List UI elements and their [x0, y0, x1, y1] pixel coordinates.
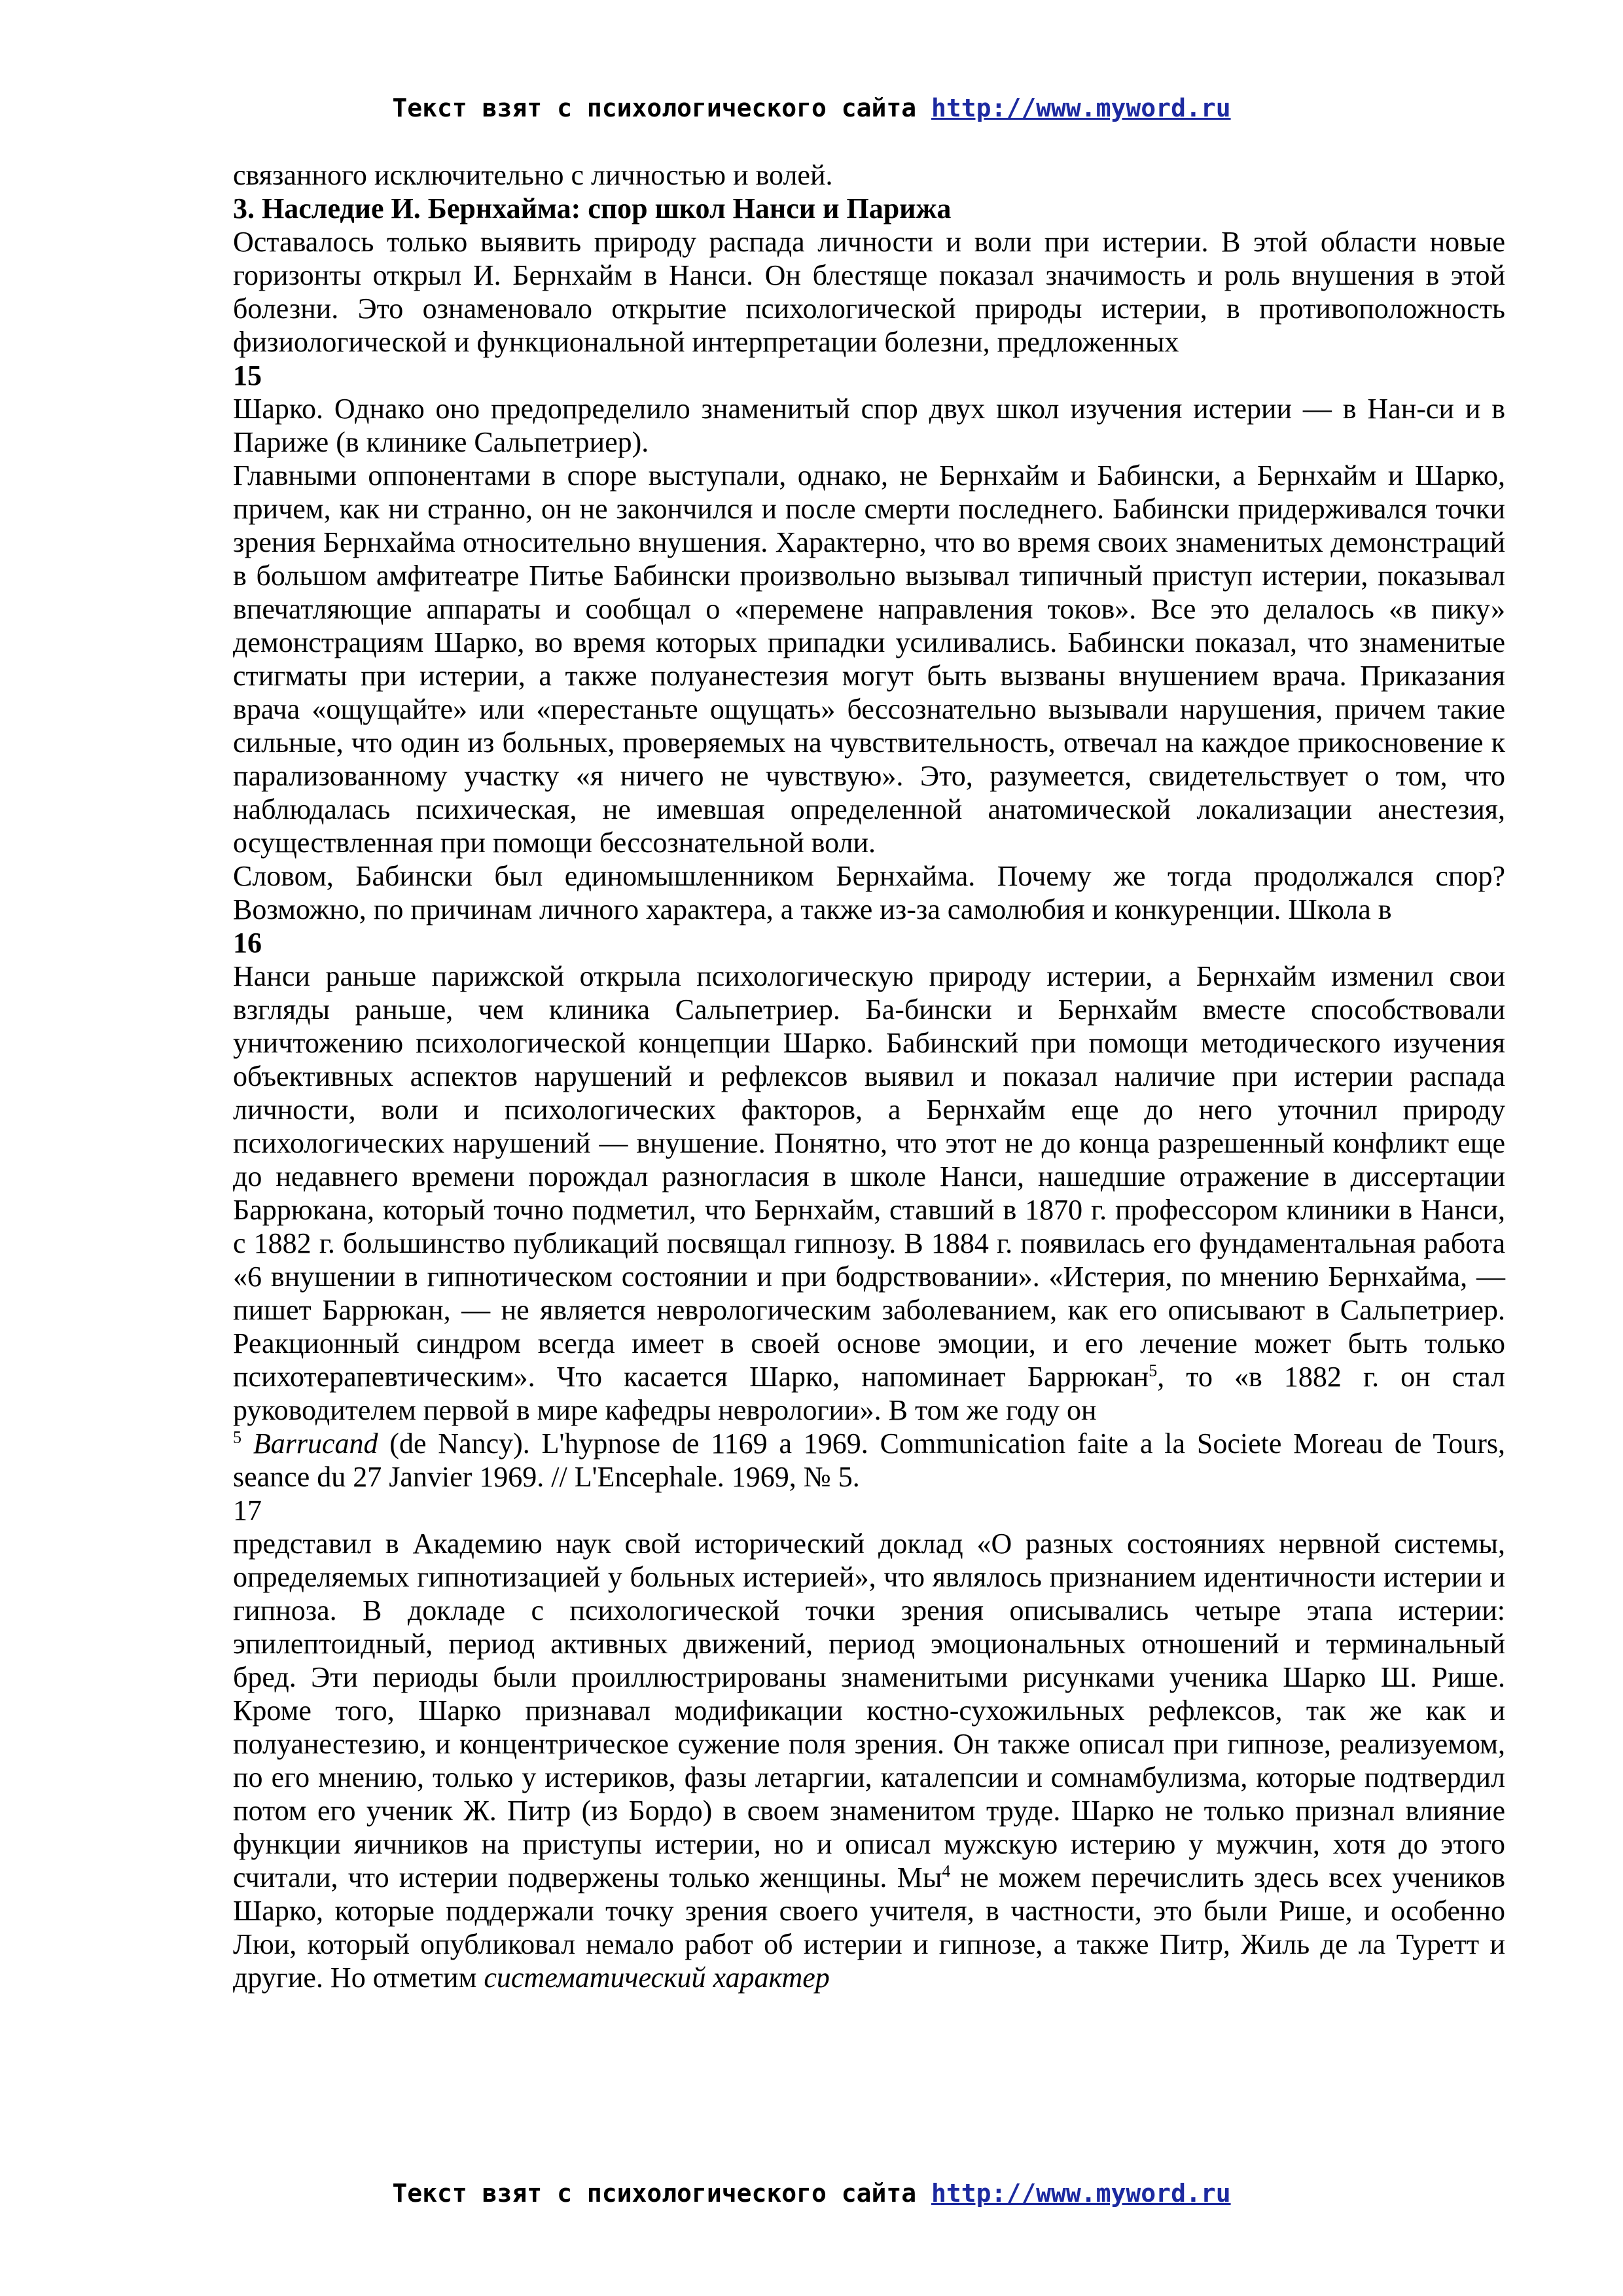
paragraph-4: Словом, Бабински был единомышленником Бернхайма. Почему же тогда продолжался спор? Возможно, по причинам личного характера, а также из-за самолюбия и конкуренции. Школа в — [233, 860, 1505, 925]
page-number-17: 17 — [233, 1494, 262, 1526]
footnote-author: Barrucand — [253, 1427, 378, 1460]
footnote-5 — [233, 1427, 1505, 1494]
paragraph-2: Шарко. Однако оно предопределило знаменитый спор двух школ изучения истерии — в Нан-си и в Париже (в клинике Сальпетриер). — [233, 393, 1505, 458]
footnote-ref-4: 4 — [942, 1861, 951, 1881]
footnote-ref-5: 5 — [1149, 1361, 1158, 1380]
footer-site-link[interactable]: http://www.myword.ru — [931, 2179, 1231, 2208]
paragraph-5 — [233, 960, 1505, 1427]
page-number-15: 15 — [233, 359, 262, 391]
paragraph-6-part-b: не можем перечислить здесь всех учеников Шарко, которые поддержали точку зрения своего учителя, в частности, это были Рише, и особенно Люи, который опубликовал немало работ об истерии и гипнозе, а также Питр, Жиль де ла Туретт и другие. Но отметим — [233, 1861, 1505, 1994]
paragraph-5-part-b: , то «в 1882 г. он стал руководителем первой в мире кафедры неврологии». В том же году он — [233, 1361, 1505, 1426]
footnote-text: (de Nancy). L'hypnose de 1169 a 1969. Communication faite a la Societe Moreau de Tours, seance du 27 Janvier 1969. // L'Encephale. 1969, № 5. — [233, 1427, 1505, 1493]
intro-line: связанного исключительно с личностью и волей. — [233, 159, 833, 191]
paragraph-1: Оставалось только выявить природу распада личности и воли при истерии. В этой области новые горизонты открыл И. Бернхайм в Нанси. Он блестяще показал значимость и роль внушения в этой болезни. Это ознаменовало открытие психологической природы истерии, в противоположность физиологической и функциональной интерпретации болезни, предложенных — [233, 226, 1505, 358]
header-text: Текст взят с психологического сайта — [392, 94, 932, 122]
header-site-link[interactable]: http://www.myword.ru — [931, 94, 1231, 122]
footnote-number: 5 — [233, 1427, 241, 1447]
page-number-16: 16 — [233, 927, 262, 959]
page-footer — [0, 2177, 1623, 2210]
section-heading: 3. Наследие И. Бернхайма: спор школ Нанси и Парижа — [233, 192, 952, 224]
paragraph-6-part-a: представил в Академию наук свой исторический доклад «О разных состояниях нервной системы, определяемых гипнотизацией у больных истерией», что являлось признанием идентичности истерии и гипноза. В докладе с психологической точки зрения описывались четыре этапа истерии: эпилептоидный, период активных движений, период эмоциональных отношений и терминальный бред. Эти периоды были проиллюстрированы знаменитыми рисунками ученика Шарко Ш. Рише. Кроме того, Шарко признавал модификации костно-сухожильных рефлексов, так же как и полуанестезию, и концентрическое сужение поля зрения. Он также описал при гипнозе, реализуемом, по его мнению, только у истериков, фазы летаргии, каталепсии и сомнамбулизма, которые подтвердил потом его ученик Ж. Питр (из Бордо) в своем знаменитом труде. Шарко не только признал влияние функции яичников на приступы истерии, но и описал мужскую истерию у мужчин, хотя до этого считали, что истерии подвержены только женщины. Мы — [233, 1528, 1505, 1893]
paragraph-5-part-a: Нанси раньше парижской открыла психологическую природу истерии, а Бернхайм изменил свои взгляды раньше, чем клиника Сальпетриер. Ба-бински и Бернхайм вместе способствовали уничтожению психологической концепции Шарко. Бабинский при помощи методического изучения объективных аспектов нарушений и рефлексов выявил и показал наличие при истерии распада личности, воли и психологических факторов, а Бернхайм еще до него уточнил природу психологических нарушений — внушение. Понятно, что этот не до конца разрешенный конфликт еще до недавнего времени порождал разногласия в школе Нанси, нашедшие отражение в диссертации Баррюкана, который точно подметил, что Бернхайм, ставший в 1870 г. профессором клиники в Нанси, с 1882 г. большинство публикаций посвящал гипнозу. В 1884 г. появилась его фундаментальная работа «6 внушении в гипнотическом состоянии и при бодрствовании». «Истерия, по мнению Бернхайма, — пишет Баррюкан, — не является неврологическим заболеванием, как его описывают в Сальпетриер. Реакционный синдром всегда имеет в своей основе эмоции, и его лечение может быть только психотерапевтическим». Что касается Шарко, напоминает Баррюкан — [233, 960, 1505, 1393]
paragraph-6 — [233, 1527, 1505, 1994]
document-body — [233, 158, 1505, 1994]
page-header — [0, 92, 1623, 124]
paragraph-3: Главными оппонентами в споре выступали, однако, не Бернхайм и Бабински, а Бернхайм и Шарко, причем, как ни странно, он не закончился и после смерти последнего. Бабински придерживался точки зрения Бернхайма относительно внушения. Характерно, что во время своих знаменитых демонстраций в большом амфитеатре Питье Бабински произвольно вызывал типичный приступ истерии, показывал впечатляющие аппараты и сообщал о «перемене направления токов». Все это делалось «в пику» демонстрациям Шарко, во время которых припадки усиливались. Бабински показал, что знаменитые стигматы при истерии, а также полуанестезия могут быть вызваны внушением врача. Приказания врача «ощущайте» или «перестаньте ощущать» бессознательно вызывали нарушения, причем такие сильные, что один из больных, проверяемых на чувствительность, отвечал на каждое прикосновение к парализованному участку «я ничего не чувствую». Это, разумеется, свидетельствует о том, что наблюдалась психическая, не имевшая определенной анатомической локализации анестезия, осуществленная при помощи бессознательной воли. — [233, 459, 1505, 859]
paragraph-6-emphasis: систематический характер — [484, 1962, 830, 1994]
footer-text: Текст взят с психологического сайта — [392, 2179, 932, 2208]
